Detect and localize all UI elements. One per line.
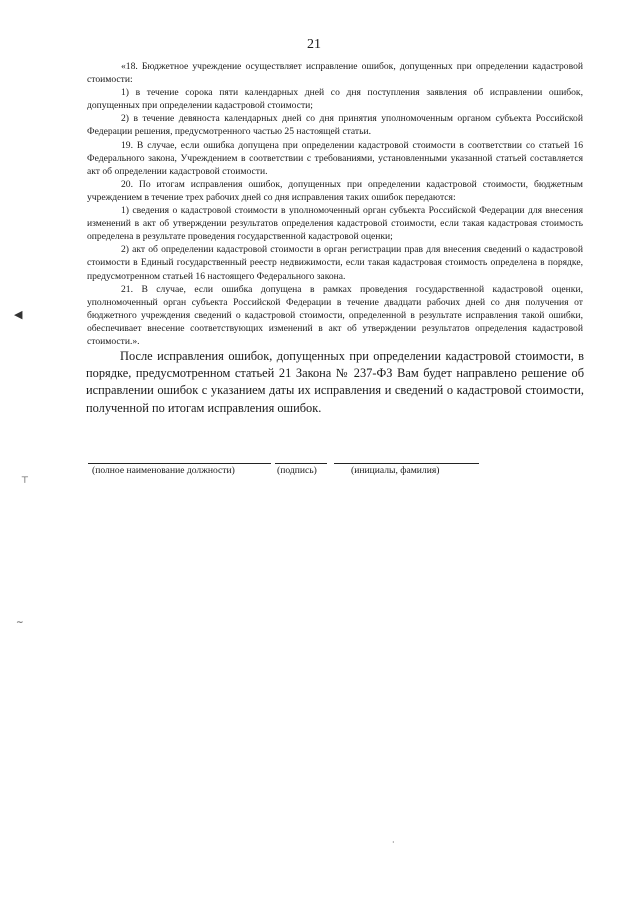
- name-label: (инициалы, фамилия): [351, 465, 440, 476]
- scan-dot-mark-icon: ·: [392, 838, 395, 847]
- paragraph-20-item-1: 1) сведения о кадастровой стоимости в уполномоченный орган субъекта Российской Федерации для внесения изменений в акт об утверждении результатов определения кадастровой стоимости, если такая кадастровая стоимость определена в результате проведения государственной кадастровой оценки;: [87, 205, 583, 243]
- paragraph-19: 19. В случае, если ошибка допущена при определении кадастровой стоимости в соответствии со статьей 16 Федерального закона, Учреждением в соответствии с требованиями, установленными указанной статьей составляется акт об определении кадастровой стоимости.: [87, 139, 583, 177]
- signature-label: (подпись): [277, 465, 317, 476]
- main-text-block: [86, 348, 584, 417]
- scan-arrow-mark-icon: ◀: [14, 308, 23, 321]
- paragraph-18-item-2: 2) в течение девяноста календарных дней со дня принятия уполномоченным органом субъекта Российской Федерации решения, предусмотренного частью 25 настоящей статьи.: [87, 113, 583, 138]
- paragraph-20-intro: 20. По итогам исправления ошибок, допущенных при определении кадастровой стоимости, бюджетным учреждением в течение трех рабочих дней со дня исправления таких ошибок передаются:: [87, 178, 583, 203]
- name-signature-line: [334, 463, 479, 464]
- paragraph-21: 21. В случае, если ошибка допущена в рамках проведения государственной кадастровой оценки, уполномоченный орган субъекта Российской Федерации в течение двадцати рабочих дней со дня получения от бюджетного учреждения сведений о кадастровой стоимости, определенной в результате исправления такой ошибки, обеспечивает внесение соответствующих изменений в акт об утверждении результатов определения кадастровой стоимости.».: [87, 283, 583, 347]
- paragraph-18-item-1: 1) в течение сорока пяти календарных дней со дня поступления заявления об исправлении ошибок, допущенных при определении кадастровой стоимости;: [87, 87, 583, 112]
- signature-line: [275, 463, 327, 464]
- paragraph-20-item-2: 2) акт об определении кадастровой стоимости в орган регистрации прав для внесения сведений о кадастровой стоимости в Единый государственный реестр недвижимости, если такая кадастровая стоимость определена в порядке, предусмотренном статьей 16 настоящего Федерального закона.: [87, 244, 583, 282]
- scan-speck-mark-icon: ⊤: [21, 476, 29, 486]
- quoted-law-text: [87, 60, 583, 348]
- scan-scribble-mark-icon: ~: [16, 618, 24, 628]
- main-paragraph: После исправления ошибок, допущенных при определении кадастровой стоимости, в порядке, предусмотренном статьей 21 Закона № 237-ФЗ Вам будет направлено решение об исправлении ошибок с указанием даты их исправления и сведений о кадастровой стоимости, полученной по итогам исправления ошибок.: [86, 349, 584, 415]
- page-number: 21: [307, 37, 321, 52]
- position-signature-line: [88, 463, 271, 464]
- paragraph-18-intro: «18. Бюджетное учреждение осуществляет исправление ошибок, допущенных при определении кадастровой стоимости:: [87, 61, 583, 86]
- position-label: (полное наименование должности): [92, 465, 235, 476]
